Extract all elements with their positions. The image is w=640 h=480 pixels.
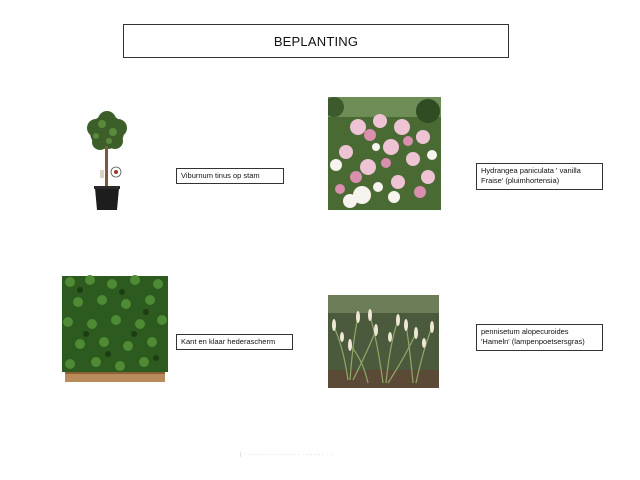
pennisetum-label: pennisetum alopecuroides 'Hameln' (lampenpoetsersgras) (476, 324, 603, 351)
hydrangea-label: Hydrangea paniculata ' vanilla Fraise' (pluimhortensia) (476, 163, 603, 190)
ivy-screen-label: Kant en klaar hederascherm (176, 334, 293, 350)
page-title: BEPLANTING (123, 24, 509, 58)
viburnum-image (82, 110, 132, 212)
viburnum-label: Viburnum tinus op stam (176, 168, 284, 184)
ivy-screen-image (60, 272, 170, 384)
pennisetum-image (328, 295, 439, 388)
page-footer: | ·········· ·········· ········ ··· (240, 452, 335, 458)
hydrangea-image (328, 97, 441, 210)
